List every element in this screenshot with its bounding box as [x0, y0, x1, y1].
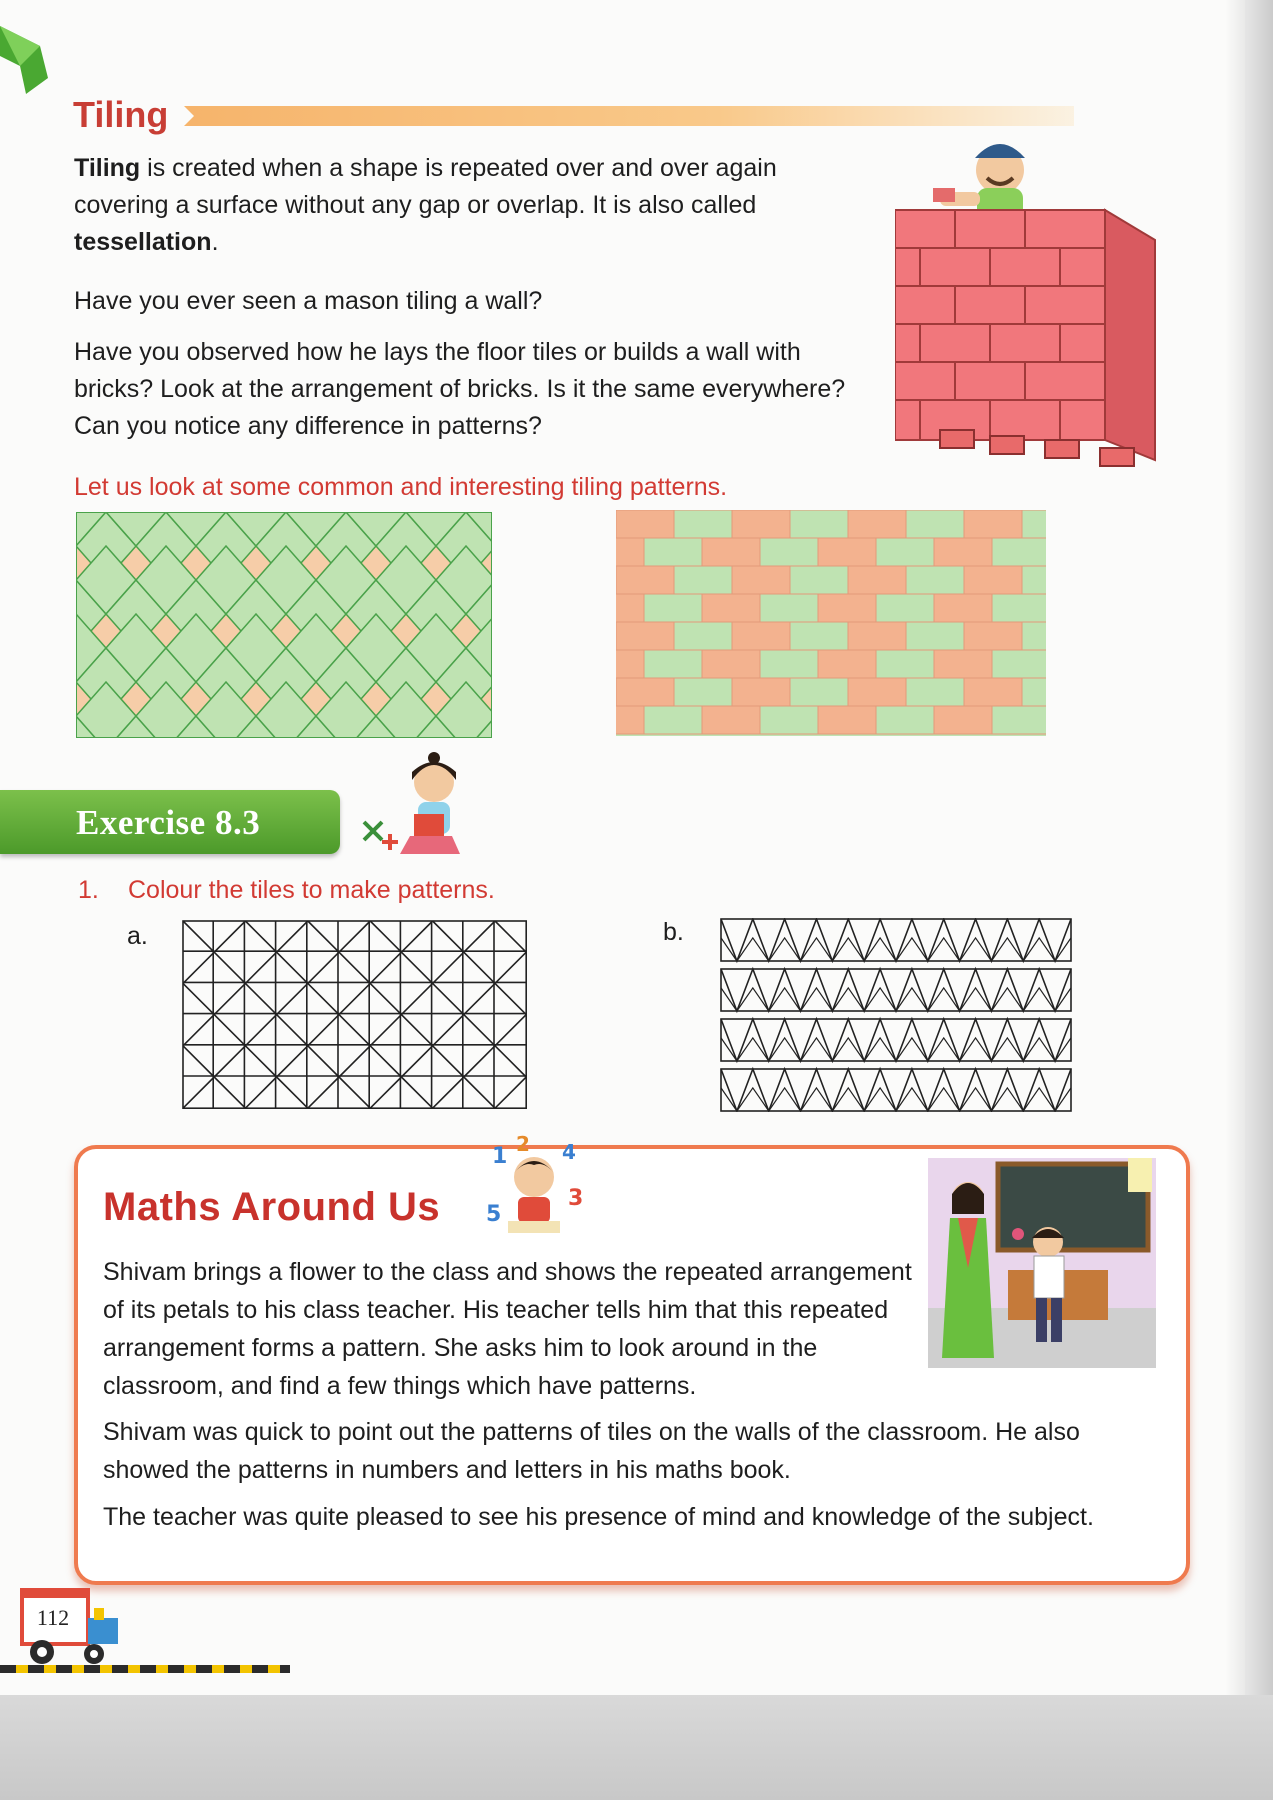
grid-a-diagonal [214, 1046, 245, 1077]
brick-tile [674, 622, 732, 650]
grid-a-diagonal [495, 952, 526, 983]
maths-around-us-paragraph-2: Shivam was quick to point out the patterns of tiles on the walls of the classroom. He also showed the patterns in numbers and letters in his maths book. [103, 1418, 1080, 1484]
brick-tile [876, 706, 934, 734]
brick-tile [674, 566, 732, 594]
brick-tile [790, 510, 848, 538]
brick-tile [848, 566, 906, 594]
grid-a-diagonal [339, 1077, 370, 1108]
brick-tile [848, 510, 906, 538]
grid-a-diagonal [433, 921, 464, 952]
grid-a-diagonal [339, 1015, 370, 1046]
brick-tile [702, 594, 760, 622]
grid-a-diagonal [183, 1046, 214, 1077]
grid-a-diagonal [370, 1046, 401, 1077]
brick-tile [964, 510, 1022, 538]
grid-a-diagonal [308, 952, 339, 983]
brick-tile [1022, 510, 1046, 538]
question-bricks: Have you observed how he lays the floor tiles or builds a wall with bricks? Look at the arrangement of bricks. Is it the same everywhere? Can you notice any difference in patterns? [74, 338, 846, 440]
brick-tile [644, 538, 702, 566]
brick-tile [848, 678, 906, 706]
grid-a-diagonal [183, 1077, 214, 1108]
page-number: 112 [36, 1605, 70, 1630]
question-mason: Have you ever seen a mason tiling a wall? [74, 287, 543, 315]
brick-tile [876, 594, 934, 622]
brick-tile [702, 650, 760, 678]
grid-a-border [183, 921, 526, 1108]
grid-a-diagonal [495, 1046, 526, 1077]
grid-a-diagonal [370, 1077, 401, 1108]
grid-a-diagonal [464, 1077, 495, 1108]
grid-a-diagonal [277, 1077, 308, 1108]
mason-cap [975, 144, 1025, 158]
classroom-teacher-student-illustration [928, 1158, 1156, 1368]
grid-a-diagonal [370, 983, 401, 1014]
grid-a-diagonal [464, 1046, 495, 1077]
grid-a-diagonal [308, 1015, 339, 1046]
grid-a-diagonal [277, 921, 308, 952]
exercise-title: Exercise 8.3 [76, 803, 261, 842]
brick-tile [790, 678, 848, 706]
grid-a-diagonal [464, 921, 495, 952]
intro-end: . [211, 228, 219, 256]
grid-a-diagonal [183, 952, 214, 983]
triangle-tile-grid-a[interactable] [182, 920, 528, 1112]
boy-with-numbers-illustration [478, 1135, 588, 1245]
grid-a-diagonal [277, 1015, 308, 1046]
brick-tile [818, 594, 876, 622]
grid-a-diagonal [433, 1046, 464, 1077]
grid-a-diagonal [433, 1015, 464, 1046]
grid-a-diagonal [401, 983, 432, 1014]
girl-reading-illustration [352, 752, 472, 862]
term-tiling: Tiling [74, 154, 141, 182]
grid-a-diagonal [339, 921, 370, 952]
grid-a-diagonal [214, 1015, 245, 1046]
diamond-tiling-pattern [76, 512, 492, 738]
grid-a-diagonal [495, 1077, 526, 1108]
grid-a-diagonal [277, 952, 308, 983]
grid-a-diagonal [401, 921, 432, 952]
grid-a-diagonal [308, 921, 339, 952]
grid-a-diagonal [308, 983, 339, 1014]
grid-a-diagonal [464, 983, 495, 1014]
brick-tile [616, 622, 674, 650]
brick-tile [906, 566, 964, 594]
grid-a-diagonal [277, 1046, 308, 1077]
brick-tile [790, 622, 848, 650]
brick-tile [702, 706, 760, 734]
brick-tile [644, 706, 702, 734]
grid-a-diagonal [183, 921, 214, 952]
grid-a-diagonal [308, 1046, 339, 1077]
question-number: 1. [78, 876, 99, 904]
brick-tile [992, 538, 1046, 566]
brick-tile [790, 566, 848, 594]
title-underline-bar [184, 106, 1074, 126]
brick-tile [616, 678, 674, 706]
brick-tile [616, 510, 674, 538]
brick-tile [1022, 678, 1046, 706]
question-text: Colour the tiles to make patterns. [128, 876, 495, 904]
zigzag-tile-grid-b[interactable] [720, 918, 1072, 1112]
grid-a-diagonal [308, 1077, 339, 1108]
page-gutter-shadow [1225, 0, 1273, 1800]
brick-tile [876, 538, 934, 566]
grid-a-diagonal [183, 983, 214, 1014]
grid-a-diagonal [245, 952, 276, 983]
brick-tile [674, 678, 732, 706]
brick-tile [964, 678, 1022, 706]
option-a-label: a. [127, 922, 148, 950]
grid-a-diagonal [495, 983, 526, 1014]
grid-a-diagonal [245, 1077, 276, 1108]
brick-tile [818, 706, 876, 734]
section-title-tiling: Tiling [73, 94, 169, 135]
grid-a-diagonal [339, 952, 370, 983]
grid-a-diagonal [401, 1077, 432, 1108]
brick-tile [992, 706, 1046, 734]
brick-tiling-pattern [616, 510, 1046, 736]
brick-tile [644, 594, 702, 622]
svg-text:5: 5 [486, 1202, 502, 1227]
grid-a-diagonal [370, 952, 401, 983]
leaf-corner-icon [0, 16, 60, 96]
brick-tile [964, 622, 1022, 650]
grid-a-diagonal [214, 952, 245, 983]
brick-tile [616, 706, 644, 734]
brick-tile [616, 650, 644, 678]
grid-a-diagonal [214, 983, 245, 1014]
grid-a-diagonal [245, 1046, 276, 1077]
grid-a-diagonal [433, 952, 464, 983]
brick-tile [732, 678, 790, 706]
term-tessellation: tessellation [74, 228, 212, 256]
brick-tile [760, 538, 818, 566]
footer-rail-line [0, 1665, 290, 1673]
grid-a-diagonal [245, 921, 276, 952]
grid-a-diagonal [464, 1015, 495, 1046]
grid-a-diagonal [401, 1046, 432, 1077]
svg-text:3: 3 [568, 1186, 584, 1211]
brick-tile [906, 510, 964, 538]
grid-a-diagonal [433, 1077, 464, 1108]
intro-paragraph [74, 150, 864, 261]
grid-a-diagonal [339, 983, 370, 1014]
brick-tile [848, 622, 906, 650]
brick-tile [702, 538, 760, 566]
brick-tile [616, 566, 674, 594]
maths-around-us-title: Maths Around Us [103, 1185, 441, 1229]
brick-tile [906, 622, 964, 650]
intro-text: is created when a shape is repeated over and over again covering a surface without any gap or overlap. It is also called [74, 154, 777, 219]
brick-tile [760, 650, 818, 678]
brick-tile [992, 650, 1046, 678]
grid-a-diagonal [339, 1046, 370, 1077]
svg-text:1: 1 [492, 1144, 508, 1169]
patterns-lead-text: Let us look at some common and interesting tiling patterns. [74, 473, 728, 501]
grid-a-diagonal [464, 952, 495, 983]
option-b-label: b. [663, 918, 684, 946]
grid-a-diagonal [214, 1077, 245, 1108]
brick-wall-front [895, 210, 1105, 440]
mason-brick-wall-illustration [895, 130, 1175, 470]
grid-a-diagonal [401, 1015, 432, 1046]
brick-tile [644, 650, 702, 678]
brick-tile [992, 594, 1046, 622]
grid-a-diagonal [495, 1015, 526, 1046]
svg-text:4: 4 [562, 1140, 576, 1164]
brick-tile [818, 650, 876, 678]
brick-tile [732, 510, 790, 538]
maths-around-us-paragraph-3: The teacher was quite pleased to see his presence of mind and knowledge of the subject. [103, 1503, 1094, 1531]
grid-a-diagonal [495, 921, 526, 952]
grid-a-diagonal [245, 983, 276, 1014]
grid-a-diagonal [433, 983, 464, 1014]
grid-a-diagonal [370, 921, 401, 952]
brick-tile [760, 594, 818, 622]
brick-tile [964, 566, 1022, 594]
brick-tile [732, 622, 790, 650]
grid-a-diagonal [183, 1015, 214, 1046]
brick-tile [818, 538, 876, 566]
grid-a-diagonal [370, 1015, 401, 1046]
brick-tile [906, 678, 964, 706]
brick-tile [934, 594, 992, 622]
brick-wall-side [1105, 210, 1155, 460]
brick-tile [934, 538, 992, 566]
brick-tile [616, 538, 644, 566]
brick-tile [934, 650, 992, 678]
grid-a-diagonal [277, 983, 308, 1014]
brick-tile [732, 566, 790, 594]
maths-around-us-paragraph-1: Shivam brings a flower to the class and shows the repeated arrangement of its petals to his class teacher. His teacher tells him that this repeated arrangement forms a pattern. She asks him to look around in the classroom, and find a few things which have patterns. [103, 1258, 912, 1400]
brick-tile [1022, 622, 1046, 650]
brick-tile [876, 650, 934, 678]
brick-tile [1022, 566, 1046, 594]
brick-tile [674, 510, 732, 538]
page-bottom-edge [0, 1695, 1273, 1800]
brick-tile [616, 594, 644, 622]
brick-tile [760, 706, 818, 734]
grid-a-diagonal [245, 1015, 276, 1046]
svg-text:2: 2 [516, 1135, 530, 1156]
brick-tile [934, 706, 992, 734]
grid-a-diagonal [401, 952, 432, 983]
grid-a-diagonal [214, 921, 245, 952]
